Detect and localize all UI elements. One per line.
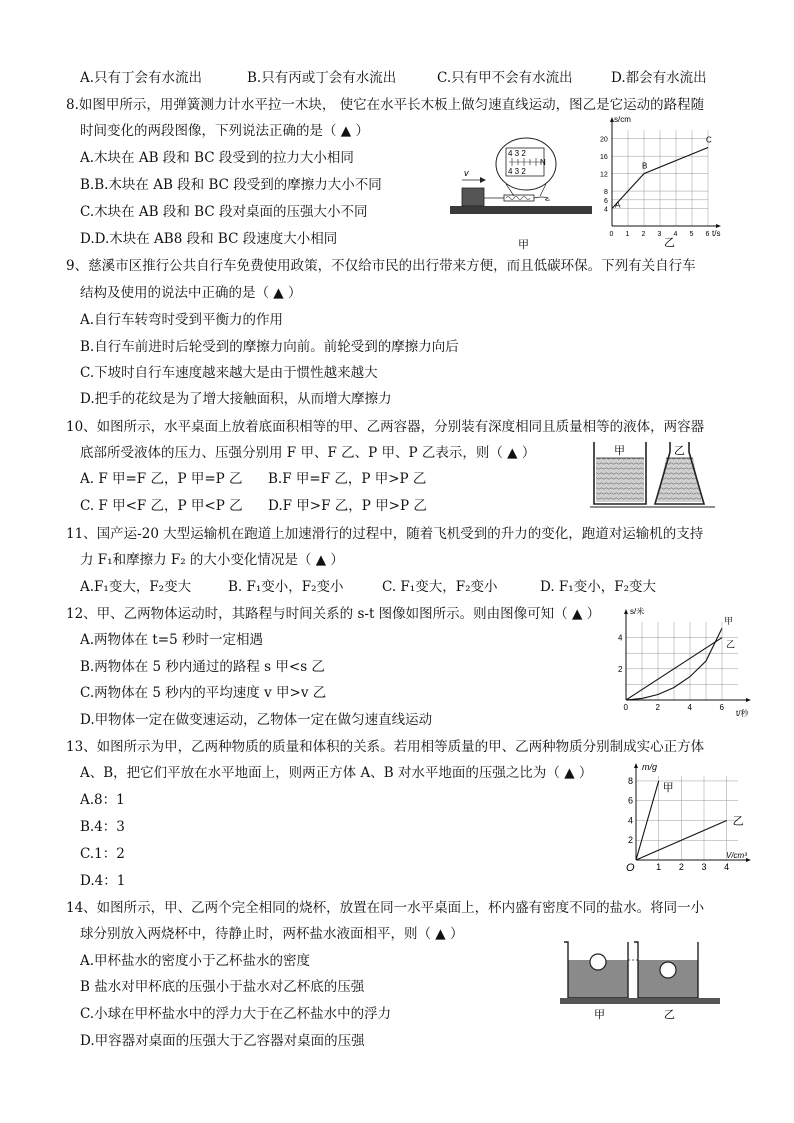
q14-label-yi: 乙 bbox=[664, 1009, 675, 1020]
chart-xlabel: V/cm³ bbox=[726, 851, 747, 860]
x-axis-arrow bbox=[716, 224, 721, 228]
q8-stem-line2: 时间变化的两段图像，下列说法正确的是（ ▲ ） bbox=[80, 123, 369, 139]
q10-label-jia: 甲 bbox=[614, 445, 625, 457]
q14-stem-line2: 球分别放入两烧杯中，待静止时，两杯盐水液面相平，则（ ▲ ） bbox=[80, 926, 464, 942]
x-tick-label: 2 bbox=[655, 703, 660, 712]
y-tick-label: 16 bbox=[600, 154, 608, 162]
x-tick-label: 6 bbox=[719, 703, 724, 712]
y-tick-label: 4 bbox=[604, 206, 608, 214]
q12-stem: 12、甲、乙两物体运动时，其路程与时间关系的 s-t 图像如图所示。则由图像可知（ ▲ ） bbox=[66, 606, 601, 622]
q13-stem-line1: 13、如图所示为甲，乙两种物质的质量和体积的关系。若用相等质量的甲、乙两种物质分别制成实心正方体 bbox=[66, 739, 705, 755]
q11-option-b: B. F₁变小，F₂变小 bbox=[228, 579, 344, 595]
x-tick-label: 3 bbox=[701, 862, 707, 872]
q8-option-d: D.D.木块在 AB8 段和 BC 段速度大小相同 bbox=[80, 231, 338, 247]
chart-grid bbox=[612, 130, 708, 226]
q7-option-d: D.都会有水流出 bbox=[611, 70, 707, 86]
x-tick-label: 4 bbox=[687, 703, 692, 712]
x-axis-arrow bbox=[746, 698, 751, 702]
chart-caption: 乙 bbox=[664, 237, 675, 248]
y-tick-label: 2 bbox=[618, 664, 623, 674]
q11-option-d: D. F₁变小，F₂变大 bbox=[540, 579, 656, 595]
chart-origin-label: O bbox=[626, 862, 635, 874]
q14-beakers-figure bbox=[560, 938, 720, 1020]
x-tick-label: 6 bbox=[705, 231, 710, 238]
x-tick-label: 1 bbox=[625, 231, 630, 238]
q12-option-c: C.两物体在 5 秒内的平均速度 v 甲>v 乙 bbox=[80, 685, 327, 701]
q9-stem-line1: 9、慈溪市区推行公共自行车免费使用政策，不仅给市民的出行带来方便，而且低碳环保。下列有关自行车 bbox=[66, 258, 696, 274]
chart-xlabel: t/s bbox=[712, 229, 721, 238]
q12-option-b: B.两物体在 5 秒内通过的路程 s 甲<s 乙 bbox=[80, 659, 325, 675]
q7-option-c: C.只有甲不会有水流出 bbox=[437, 70, 573, 86]
q10-stem-line1: 10、如图所示，水平桌面上放着底面积相等的甲、乙两容器，分别装有深度相同且质量相等的液体，两容器 bbox=[66, 419, 705, 435]
y-axis-arrow bbox=[624, 609, 628, 614]
q8-option-a: A.木块在 AB 段和 BC 段受到的拉力大小相同 bbox=[80, 150, 354, 166]
y-tick-label: 4 bbox=[628, 815, 634, 826]
q13-mv-chart bbox=[616, 760, 766, 882]
q12-option-a: A.两物体在 t=5 秒时一定相遇 bbox=[80, 632, 263, 648]
y-tick-label: 8 bbox=[604, 189, 608, 197]
series-label: 乙 bbox=[726, 639, 736, 650]
q10-option-a: A. F 甲=F 乙，P 甲=P 乙 bbox=[80, 471, 243, 487]
y-tick-label: 12 bbox=[600, 171, 608, 179]
q8-velocity-label: v bbox=[464, 168, 469, 178]
q12-st-chart bbox=[612, 604, 762, 718]
q9-option-a: A.自行车转弯时受到平衡力的作用 bbox=[80, 312, 284, 328]
q13-option-c: C.1：2 bbox=[80, 846, 125, 862]
q8-figure-pull-block bbox=[448, 134, 598, 252]
x-tick-label: 2 bbox=[641, 231, 646, 238]
q9-option-b: B.自行车前进时后轮受到的摩擦力向前。前轮受到的摩擦力向后 bbox=[80, 339, 459, 355]
q8-st-chart bbox=[598, 114, 730, 248]
q8-option-c: C.木块在 AB 段和 BC 段对桌面的压强大小不同 bbox=[80, 204, 368, 220]
q14-option-b: B 盐水对甲杯底的压强小于盐水对乙杯底的压强 bbox=[80, 979, 365, 995]
point-label: B bbox=[642, 161, 648, 171]
q10-label-yi: 乙 bbox=[674, 445, 685, 457]
chart-axes bbox=[634, 763, 751, 862]
point-label: A bbox=[615, 200, 621, 210]
q14-stem-line1: 14、如图所示，甲、乙两个完全相同的烧杯，放置在同一水平桌面上，杯内盛有密度不同的盐水。将同一小 bbox=[66, 900, 705, 916]
q13-option-b: B.4：3 bbox=[80, 819, 125, 835]
q11-stem-line2: 力 F₁和摩擦力 F₂ 的大小变化情况是（ ▲ ） bbox=[80, 552, 344, 568]
x-tick-label: 3 bbox=[657, 231, 662, 238]
q10-option-b: B.F 甲=F 乙，P 甲>P 乙 bbox=[268, 471, 427, 487]
y-axis-arrow bbox=[634, 763, 638, 768]
q8-option-b: B.B.木块在 AB 段和 BC 段受到的摩擦力大小不同 bbox=[80, 177, 382, 193]
chart-ylabel: s/cm bbox=[614, 115, 631, 124]
q8-stem-line1: 8.如图甲所示，用弹簧测力计水平拉一木块， 使它在水平长木板上做匀速直线运动，图乙是它运动的路程随 bbox=[66, 97, 705, 113]
q10-option-d: D.F 甲>F 乙，P 甲>P 乙 bbox=[268, 498, 427, 514]
x-tick-label: 4 bbox=[673, 231, 678, 238]
y-tick-label: 2 bbox=[628, 835, 634, 846]
q14-label-jia: 甲 bbox=[594, 1009, 605, 1020]
series-label: 甲 bbox=[662, 781, 674, 794]
q13-option-a: A.8：1 bbox=[80, 792, 125, 808]
chart-xlabel: t/秒 bbox=[736, 709, 749, 718]
q11-stem-line1: 11、国产运-20 大型运输机在跑道上加速滑行的过程中，随着飞机受到的升力的变化，跑道对运输机的支持 bbox=[66, 526, 704, 542]
y-tick-label: 20 bbox=[600, 136, 608, 144]
x-tick-label: 1 bbox=[656, 862, 662, 872]
chart-grid bbox=[626, 622, 738, 700]
x-tick-label: 0 bbox=[623, 703, 628, 712]
q14-option-d: D.甲容器对桌面的压强大于乙容器对桌面的压强 bbox=[80, 1033, 365, 1049]
q10-option-c: C. F 甲<F 乙，P 甲<P 乙 bbox=[80, 498, 243, 514]
q10-stem-line2: 底部所受液体的压力、压强分别用 F 甲、F 乙、P 甲、P 乙表示，则（ ▲ ） bbox=[80, 445, 536, 461]
q8-caption-jia: 甲 bbox=[518, 239, 529, 251]
q14-option-a: A.甲杯盐水的密度小于乙杯盐水的密度 bbox=[80, 953, 311, 969]
series-label: 甲 bbox=[724, 616, 734, 627]
y-tick-label: 4 bbox=[618, 633, 623, 643]
q7-option-a: A.只有丁会有水流出 bbox=[80, 70, 203, 86]
q9-option-d: D.把手的花纹是为了增大接触面积，从而增大摩擦力 bbox=[80, 391, 392, 407]
q8-scale-unit: N bbox=[540, 158, 546, 167]
q14-option-c: C.小球在甲杯盐水中的浮力大于在乙杯盐水中的浮力 bbox=[80, 1006, 392, 1022]
chart-ylabel: m/g bbox=[642, 762, 658, 772]
q12-option-d: D.甲物体一定在做变速运动，乙物体一定在做匀速直线运动 bbox=[80, 712, 433, 728]
chart-ylabel: s/米 bbox=[630, 607, 645, 616]
q14-ball-yi bbox=[660, 962, 676, 978]
q9-stem-line2: 结构及使用的说法中正确的是（ ▲ ） bbox=[80, 285, 302, 301]
chart-grid bbox=[636, 776, 738, 860]
q9-option-c: C.下坡时自行车速度越来越大是由于惯性越来越大 bbox=[80, 365, 378, 381]
series-label: 乙 bbox=[732, 815, 744, 828]
y-tick-label: 6 bbox=[604, 197, 608, 205]
q7-option-b: B.只有丙或丁会有水流出 bbox=[247, 70, 397, 86]
q10-containers-figure bbox=[590, 436, 715, 510]
q8-scale-bottom: 4 3 2 bbox=[508, 167, 526, 176]
q11-option-c: C. F₁变大，F₂变小 bbox=[382, 579, 498, 595]
x-tick-label: 5 bbox=[689, 231, 694, 238]
q13-stem-line2: A、B，把它们平放在水平地面上，则两正方体 A、B 对水平地面的压强之比为（ ▲ ） bbox=[80, 765, 593, 781]
q13-option-d: D.4：1 bbox=[80, 873, 126, 889]
chart-axes bbox=[610, 117, 721, 228]
x-tick-label: 0 bbox=[609, 231, 614, 238]
x-tick-label: 4 bbox=[724, 862, 730, 872]
point-label: C bbox=[706, 135, 712, 145]
q8-scale-top: 4 3 2 bbox=[508, 149, 526, 158]
q11-option-a: A.F₁变大，F₂变大 bbox=[80, 579, 192, 595]
x-tick-label: 2 bbox=[678, 862, 684, 872]
y-tick-label: 8 bbox=[628, 775, 634, 786]
y-tick-label: 6 bbox=[628, 795, 634, 806]
q14-ball-jia bbox=[590, 954, 606, 970]
